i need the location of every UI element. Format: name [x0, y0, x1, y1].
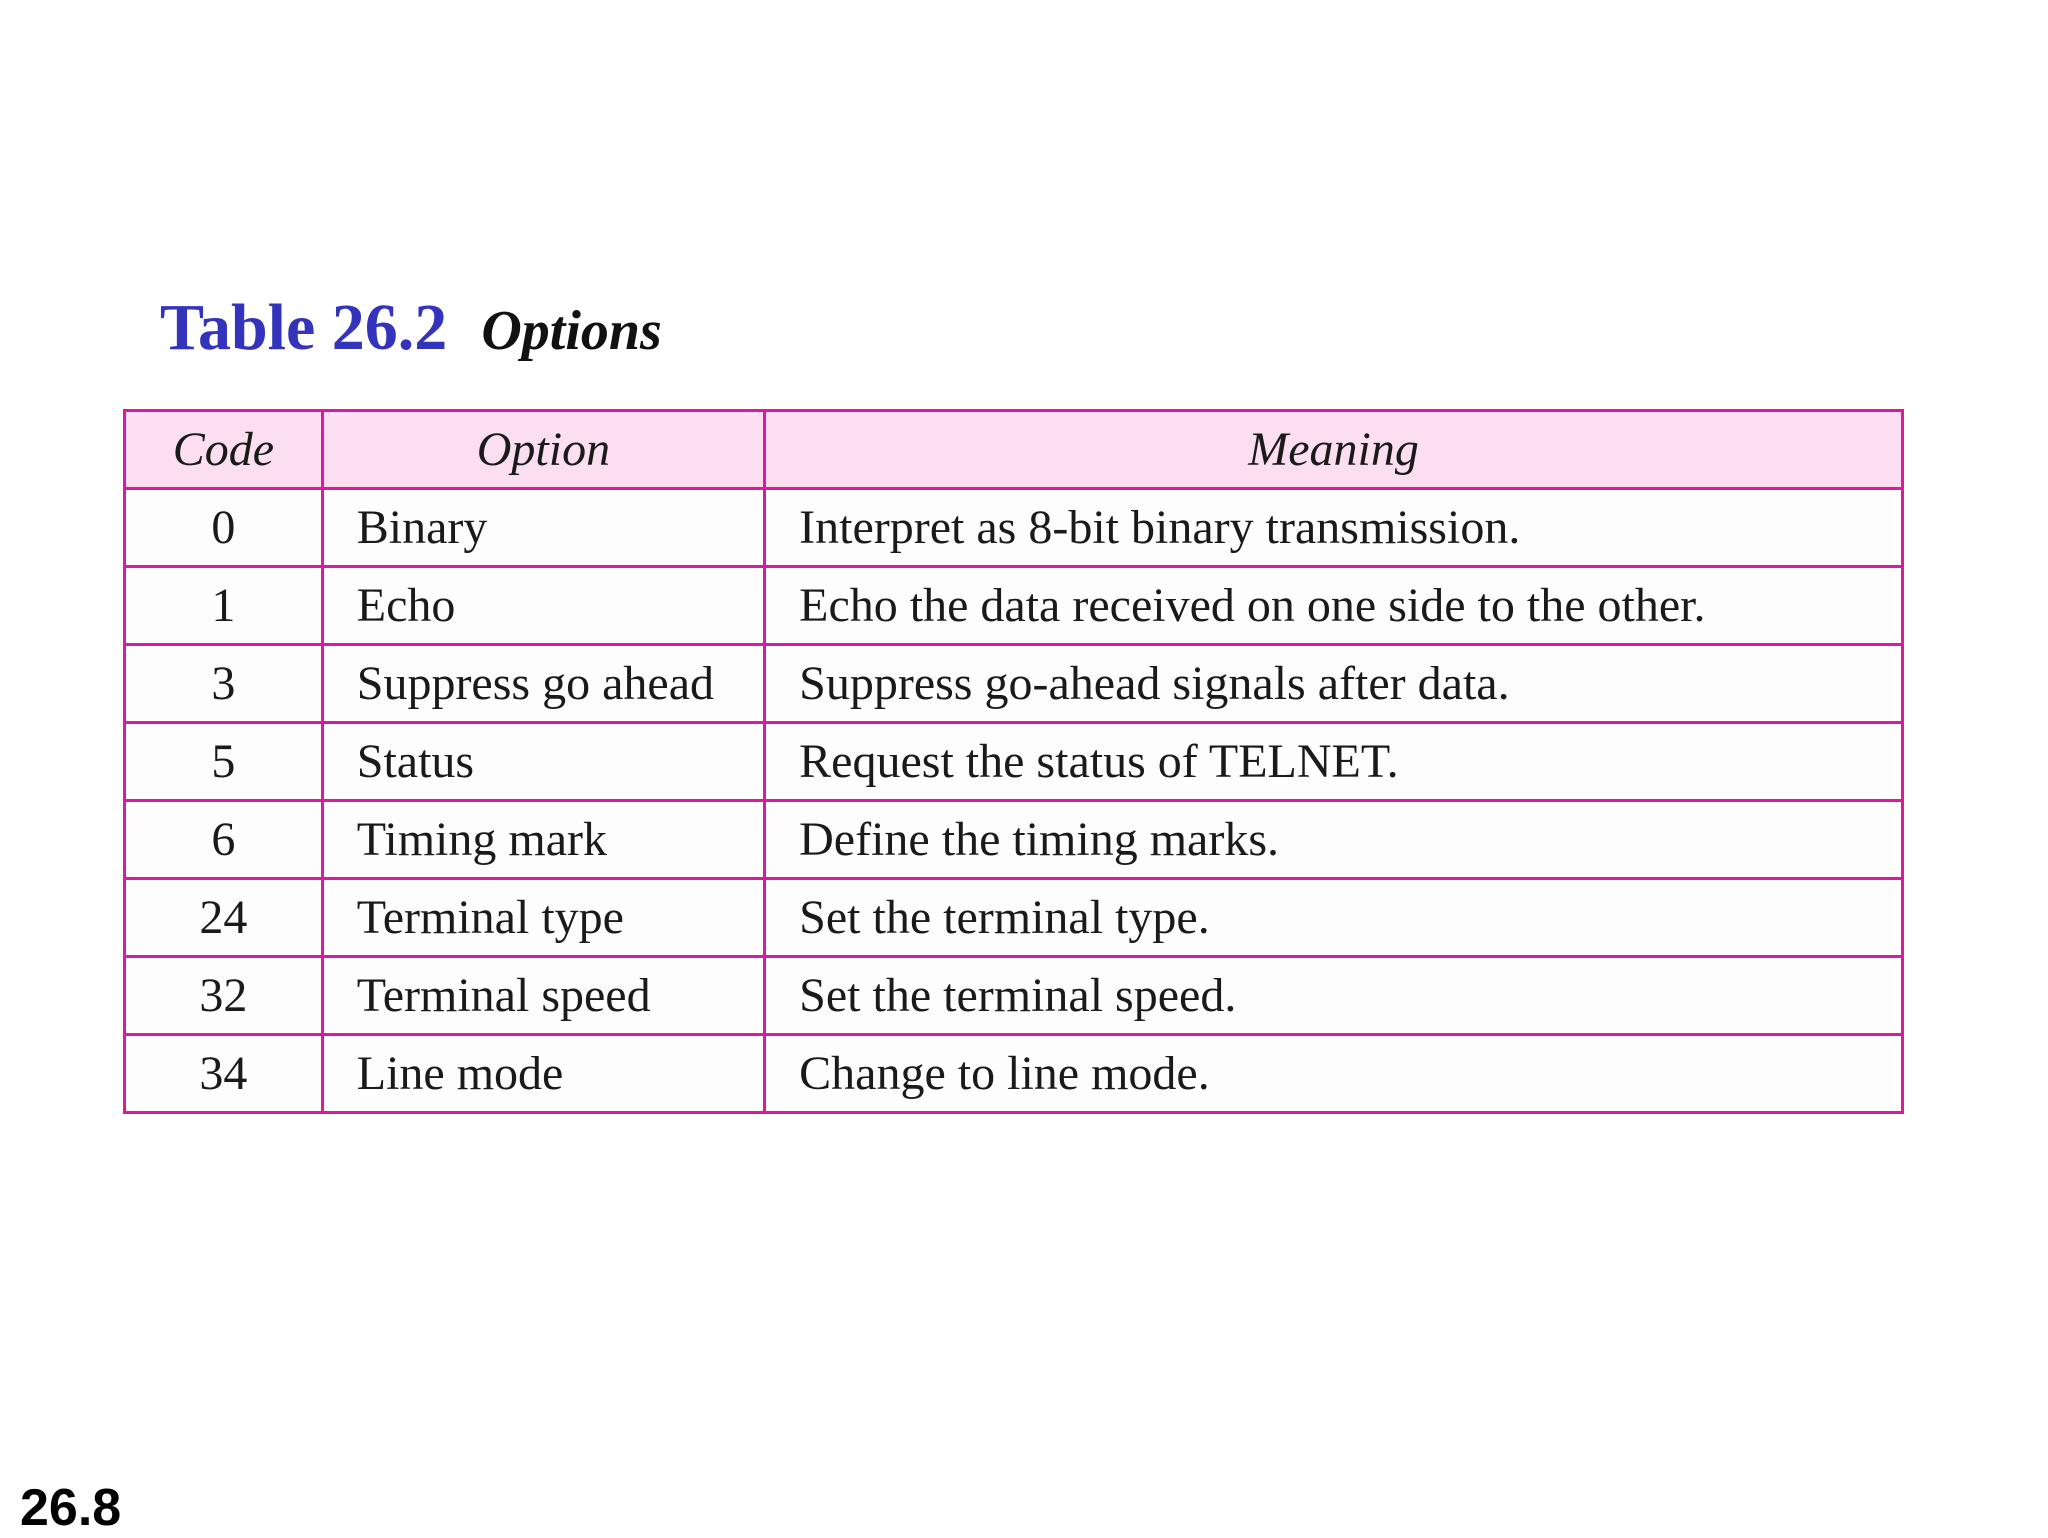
header-meaning: Meaning	[765, 411, 1903, 489]
meaning-cell: Set the terminal speed.	[765, 957, 1903, 1035]
meaning-cell: Echo the data received on one side to the other.	[765, 567, 1903, 645]
slide-number: 26.8	[20, 1479, 122, 1537]
header-option: Option	[322, 411, 764, 489]
code-cell: 5	[125, 723, 323, 801]
meaning-cell: Change to line mode.	[765, 1035, 1903, 1113]
option-cell: Echo	[322, 567, 764, 645]
code-cell: 32	[125, 957, 323, 1035]
code-cell: 0	[125, 489, 323, 567]
meaning-cell: Request the status of TELNET.	[765, 723, 1903, 801]
table-row	[125, 567, 1903, 645]
table-row	[125, 1035, 1903, 1113]
option-cell: Status	[322, 723, 764, 801]
option-cell: Timing mark	[322, 801, 764, 879]
header-code: Code	[125, 411, 323, 489]
option-cell: Line mode	[322, 1035, 764, 1113]
code-cell: 6	[125, 801, 323, 879]
code-cell: 1	[125, 567, 323, 645]
table-row	[125, 801, 1903, 879]
code-cell: 34	[125, 1035, 323, 1113]
table-row	[125, 723, 1903, 801]
table-row	[125, 489, 1903, 567]
table-caption	[160, 290, 662, 366]
table-row	[125, 957, 1903, 1035]
meaning-cell: Define the timing marks.	[765, 801, 1903, 879]
option-cell: Suppress go ahead	[322, 645, 764, 723]
table-title: Options	[481, 300, 662, 362]
table-number: Table 26.2	[160, 291, 448, 364]
table-row	[125, 879, 1903, 957]
options-table	[123, 409, 1904, 1114]
table-row	[125, 645, 1903, 723]
table-header-row	[125, 411, 1903, 489]
meaning-cell: Interpret as 8-bit binary transmission.	[765, 489, 1903, 567]
option-cell: Terminal speed	[322, 957, 764, 1035]
meaning-cell: Set the terminal type.	[765, 879, 1903, 957]
code-cell: 24	[125, 879, 323, 957]
code-cell: 3	[125, 645, 323, 723]
option-cell: Terminal type	[322, 879, 764, 957]
meaning-cell: Suppress go-ahead signals after data.	[765, 645, 1903, 723]
option-cell: Binary	[322, 489, 764, 567]
